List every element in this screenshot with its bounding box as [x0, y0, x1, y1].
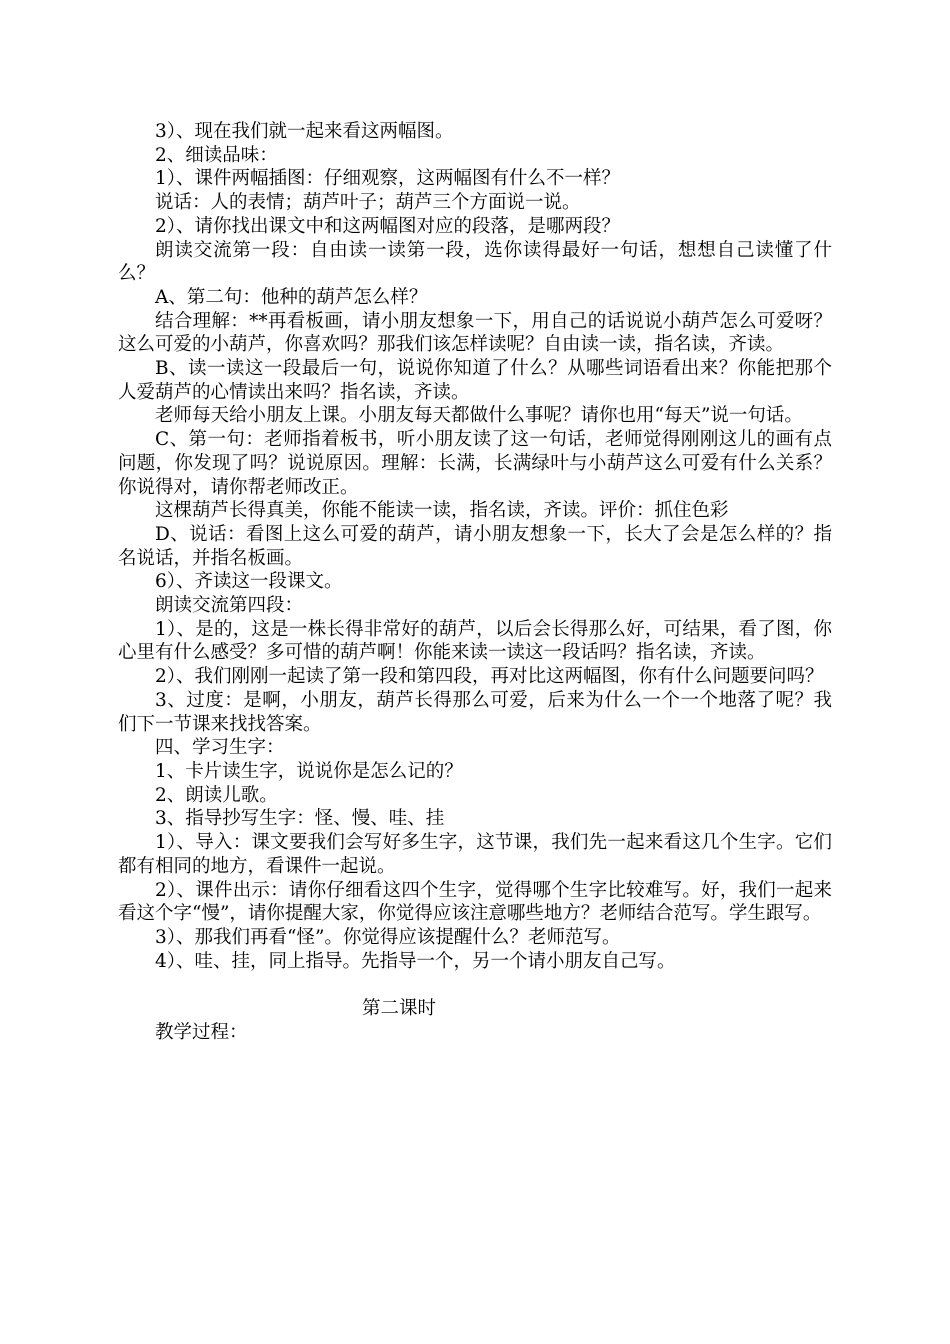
paragraph: 1）、是的，这是一株长得非常好的葫芦，以后会长得那么好，可结果，看了图，你心里有什么感受？多可惜的葫芦啊！你能来读一读这一段话吗？指名读，齐读。 [118, 618, 832, 664]
section-title: 第二课时 [362, 998, 437, 1019]
blank-line [118, 973, 832, 997]
paragraph: 这棵葫芦长得真美，你能不能读一读，指名读，齐读。评价：抓住色彩 [155, 500, 729, 522]
paragraph: B、读一读这一段最后一句，说说你知道了什么？从哪些词语看出来？你能把那个人爱葫芦的心情读出来吗？指名读，齐读。 [118, 358, 832, 403]
paragraph: 结合理解：**再看板画，请小朋友想象一下，用自己的话说说小葫芦怎么可爱呀？这么可爱的小葫芦，你喜欢吗？那我们该怎样读呢？自由读一读，指名读，齐读。 [118, 310, 832, 356]
paragraph-list [118, 120, 832, 973]
paragraph: 老师每天给小朋友上课。小朋友每天都做什么事呢？请你也用“每天”说一句话。 [155, 405, 803, 427]
paragraph: 1）、导入：课文要我们会写好多生字，这节课，我们先一起来看这几个生字。它们都有相同的地方，看课件一起说。 [118, 832, 832, 877]
paragraph: 2）、课件出示：请你仔细看这四个生字，觉得哪个生字比较难写。好，我们一起来看这个字“慢”，请你提醒大家，你觉得应该注意哪些地方？老师结合范写。学生跟写。 [118, 879, 832, 925]
paragraph: 3、指导抄写生字：怪、慢、哇、挂 [155, 808, 445, 830]
paragraph: 3、过度：是啊，小朋友，葫芦长得那么可爱，后来为什么一个一个地落了呢？我们下一节课来找找答案。 [118, 689, 832, 735]
paragraph: 2、细读品味： [155, 144, 278, 166]
paragraph: 3）、那我们再看“怪”。你觉得应该提醒什么？老师范写。 [155, 926, 621, 948]
paragraph: 4）、哇、挂，同上指导。先指导一个，另一个请小朋友自己写。 [155, 950, 676, 972]
paragraph-list [118, 1021, 832, 1045]
paragraph: 2）、我们刚刚一起读了第一段和第四段，再对比这两幅图，你有什么问题要问吗？ [155, 666, 824, 688]
paragraph: 朗读交流第四段： [155, 595, 304, 617]
paragraph: C、第一句：老师指着板书，听小朋友读了这一句话，老师觉得刚刚这儿的画有点问题，你发现了吗？说说原因。理解：长满，长满绿叶与小葫芦这么可爱有什么关系？你说得对，请你帮老师改正。 [118, 429, 832, 498]
paragraph: 3）、现在我们就一起来看这两幅图。 [155, 121, 454, 142]
paragraph: 四、学习生字： [155, 737, 285, 759]
paragraph: 2、朗读儿歌。 [155, 784, 278, 806]
paragraph: D、说话：看图上这么可爱的葫芦，请小朋友想象一下，长大了会是怎么样的？指名说话，并指名板画。 [118, 523, 832, 569]
paragraph: 说话：人的表情；葫芦叶子；葫芦三个方面说一说。 [155, 192, 581, 214]
paragraph: 1、卡片读生字，说说你是怎么记的？ [155, 760, 463, 782]
document-body [118, 120, 832, 1044]
paragraph: 2）、请你找出课文中和这两幅图对应的段落，是哪两段？ [155, 215, 621, 237]
paragraph: 朗读交流第一段：自由读一读第一段，选你读得最好一句话，想想自己读懂了什么？ [118, 239, 832, 285]
paragraph: 6）、齐读这一段课文。 [155, 571, 343, 593]
paragraph: A、第二句：他种的葫芦怎么样？ [155, 286, 428, 308]
paragraph: 教学过程： [155, 1021, 248, 1043]
paragraph: 1）、课件两幅插图：仔细观察，这两幅图有什么不一样？ [155, 168, 621, 190]
